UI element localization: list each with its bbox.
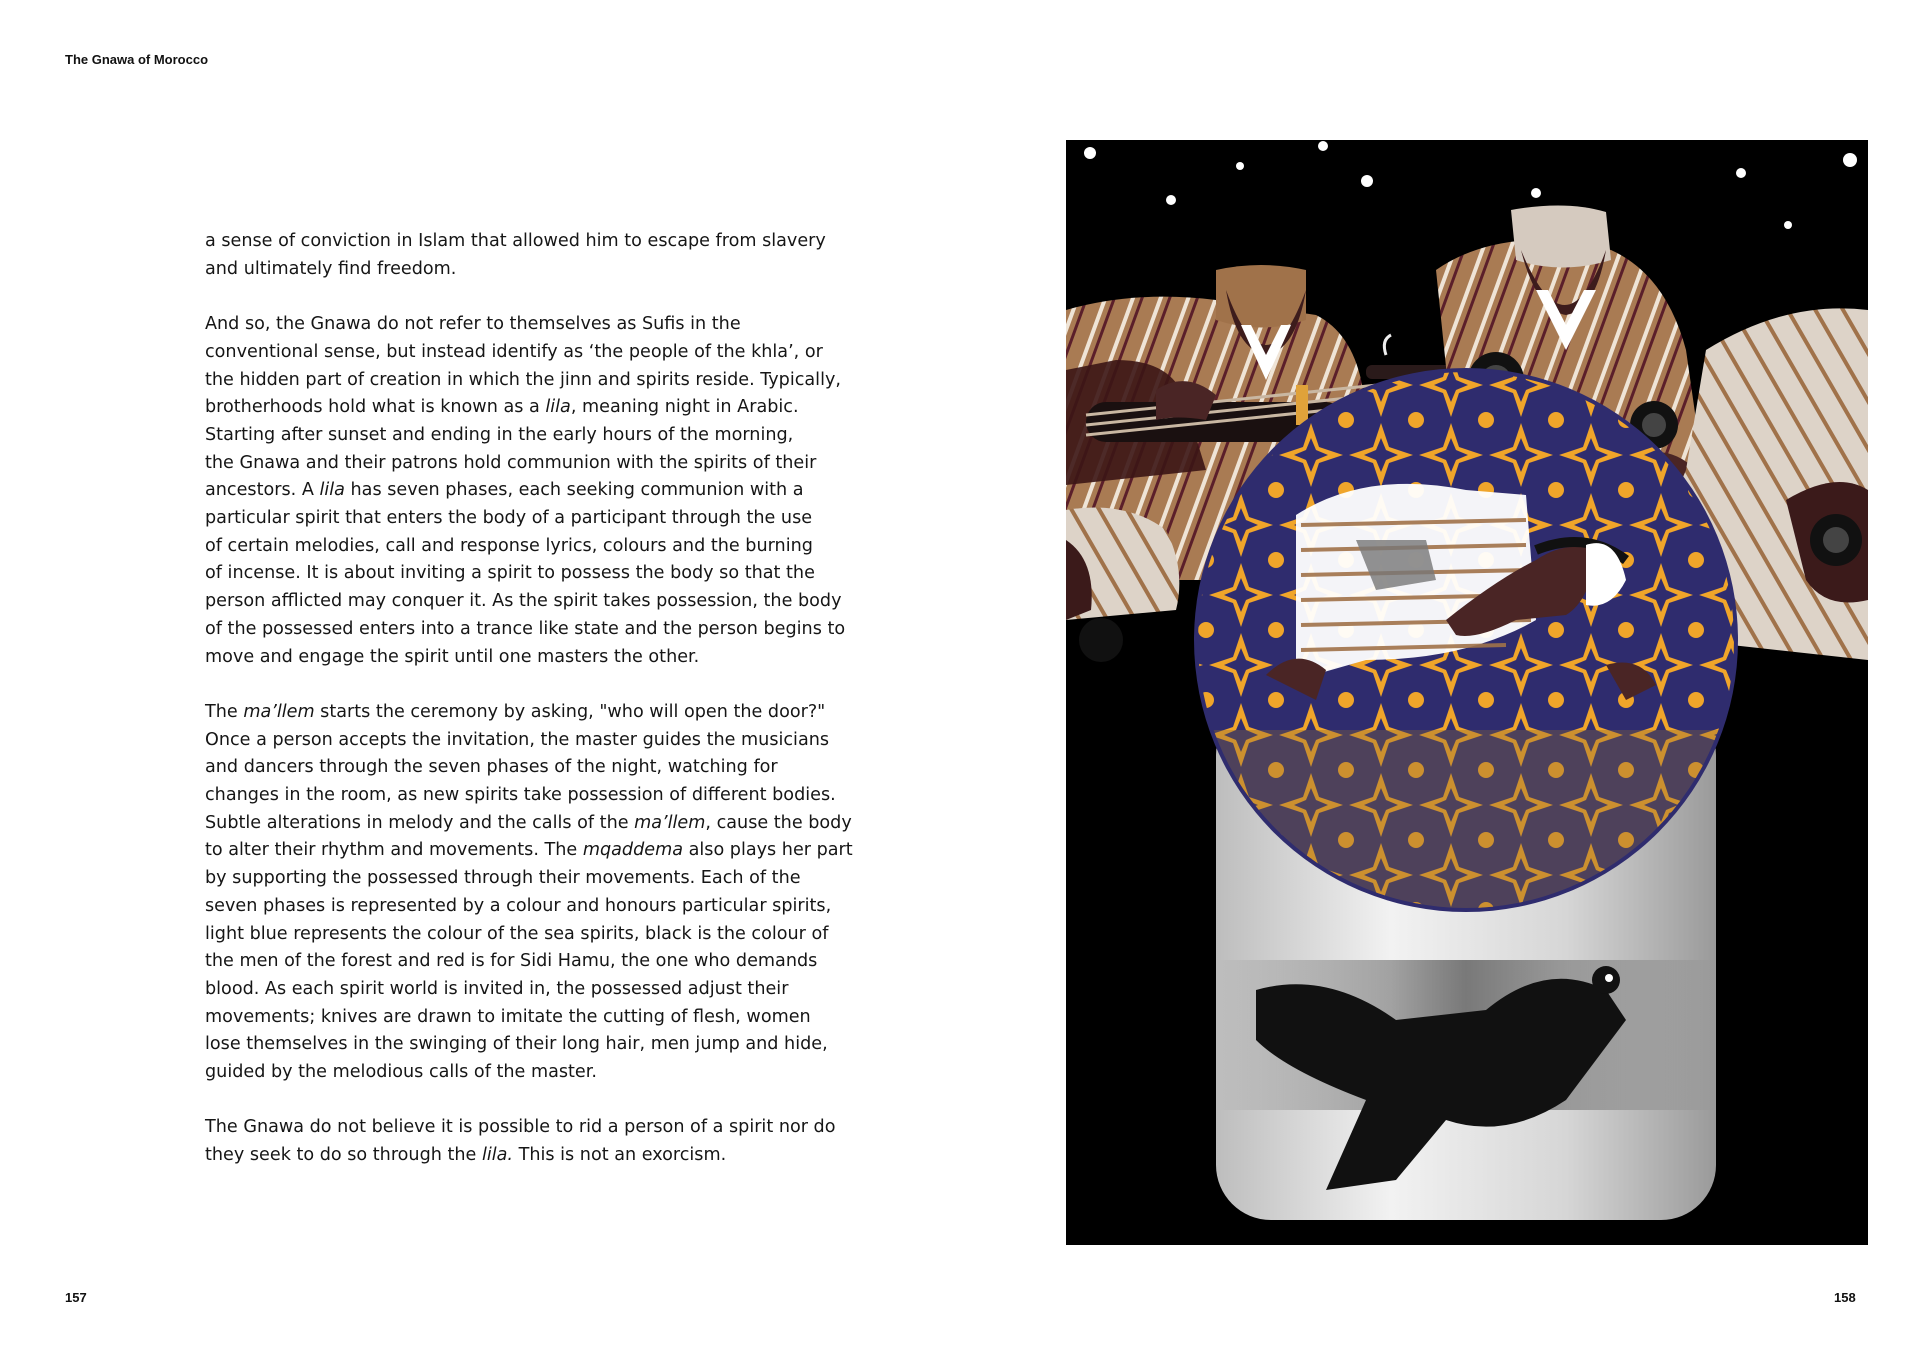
line-text: of incense. It is about inviting a spirit to possess the body so that the bbox=[205, 563, 815, 584]
page-number-right: 158 bbox=[1834, 1290, 1856, 1305]
illustration-art bbox=[1066, 140, 1868, 1245]
line-text: of certain melodies, call and response lyrics, colours and the burning bbox=[205, 535, 813, 556]
text-line bbox=[205, 1145, 726, 1165]
line-text: the Gnawa and their patrons hold communion with the spirits of their bbox=[205, 452, 817, 473]
text-line bbox=[205, 979, 788, 999]
line-text: guided by the melodious calls of the master. bbox=[205, 1062, 597, 1083]
line-text: a sense of conviction in Islam that allowed him to escape from slavery bbox=[205, 231, 826, 251]
gnawa-illustration bbox=[1066, 140, 1868, 1245]
text-line bbox=[205, 1007, 811, 1027]
text-line bbox=[205, 647, 699, 667]
line-text: seven phases is represented by a colour and honours particular spirits, bbox=[205, 895, 832, 916]
line-text-after: has seven phases, each seeking communion with a bbox=[344, 480, 804, 501]
running-title: The Gnawa of Morocco bbox=[65, 52, 209, 67]
line-text-after: , meaning night in Arabic. bbox=[570, 397, 799, 418]
line-text: and dancers through the seven phases of the night, watching for bbox=[205, 757, 778, 778]
line-text: particular spirit that enters the body of a participant through the use bbox=[205, 508, 813, 529]
text-line bbox=[205, 896, 831, 916]
text-line bbox=[205, 508, 812, 528]
line-text: the men of the forest and red is for Sidi Hamu, the one who demands bbox=[205, 951, 818, 972]
line-text: move and engage the spirit until one masters the other. bbox=[205, 646, 700, 667]
text-line bbox=[205, 1062, 597, 1082]
italic-term: lila. bbox=[481, 1145, 514, 1166]
text-line bbox=[205, 370, 841, 390]
paragraph-2 bbox=[205, 311, 885, 671]
page-number-left: 157 bbox=[65, 1290, 87, 1305]
line-text-after: This is not an exorcism. bbox=[513, 1145, 727, 1166]
line-text: changes in the room, as new spirits take possession of different bodies. bbox=[205, 785, 836, 806]
text-line bbox=[205, 1117, 836, 1137]
text-line bbox=[205, 813, 852, 833]
line-text: light blue represents the colour of the sea spirits, black is the colour of bbox=[205, 923, 829, 944]
text-line bbox=[205, 259, 456, 279]
text-line bbox=[205, 757, 778, 777]
line-text: they seek to do so through the bbox=[205, 1145, 482, 1166]
line-text: The bbox=[205, 701, 244, 722]
line-text: Subtle alterations in melody and the calls of the bbox=[205, 812, 635, 833]
italic-term: ma’llem bbox=[243, 701, 315, 722]
line-text: brotherhoods hold what is known as a bbox=[205, 397, 546, 418]
line-text: Starting after sunset and ending in the early hours of the morning, bbox=[205, 424, 794, 445]
paragraph-1 bbox=[205, 228, 885, 283]
text-line bbox=[205, 536, 813, 556]
line-text: conventional sense, but instead identify as ‘the people of the khla’, or bbox=[205, 341, 823, 362]
line-text: blood. As each spirit world is invited in, the possessed adjust their bbox=[205, 978, 789, 999]
text-line bbox=[205, 231, 826, 251]
text-line bbox=[205, 342, 823, 362]
text-line bbox=[205, 397, 799, 417]
text-line bbox=[205, 785, 836, 805]
text-line bbox=[205, 425, 793, 445]
line-text: to alter their rhythm and movements. The bbox=[205, 840, 583, 861]
line-text: and ultimately find freedom. bbox=[205, 258, 457, 279]
line-text: by supporting the possessed through their movements. Each of the bbox=[205, 868, 801, 889]
text-line bbox=[205, 619, 845, 639]
line-text: movements; knives are drawn to imitate the cutting of flesh, women bbox=[205, 1006, 811, 1027]
text-line bbox=[205, 563, 815, 583]
paragraph-4 bbox=[205, 1114, 885, 1169]
line-text: The Gnawa do not believe it is possible to rid a person of a spirit nor do bbox=[205, 1117, 836, 1138]
text-line bbox=[205, 453, 816, 473]
line-text: ancestors. A bbox=[205, 480, 320, 501]
text-line bbox=[205, 1034, 828, 1054]
text-line bbox=[205, 868, 801, 888]
text-line bbox=[205, 702, 825, 722]
text-line bbox=[205, 480, 804, 500]
text-line bbox=[205, 730, 829, 750]
text-line bbox=[205, 840, 853, 860]
line-text-after: , cause the body bbox=[705, 812, 852, 833]
line-text: Once a person accepts the invitation, the master guides the musicians bbox=[205, 729, 830, 750]
text-line bbox=[205, 591, 842, 611]
italic-term: lila bbox=[319, 480, 345, 501]
text-line bbox=[205, 924, 828, 944]
text-line bbox=[205, 314, 741, 334]
line-text: of the possessed enters into a trance like state and the person begins to bbox=[205, 618, 846, 639]
italic-term: ma’llem bbox=[634, 812, 706, 833]
line-text-after: also plays her part bbox=[683, 840, 853, 861]
body-text bbox=[205, 228, 885, 1198]
paragraph-3 bbox=[205, 699, 885, 1087]
line-text-after: starts the ceremony by asking, "who will open the door?" bbox=[314, 701, 826, 722]
italic-term: mqaddema bbox=[582, 840, 684, 861]
line-text: lose themselves in the swinging of their long hair, men jump and hide, bbox=[205, 1034, 828, 1055]
line-text: person afflicted may conquer it. As the spirit takes possession, the body bbox=[205, 591, 842, 612]
line-text: And so, the Gnawa do not refer to themselves as Sufis in the bbox=[205, 314, 741, 335]
line-text: the hidden part of creation in which the jinn and spirits reside. Typically, bbox=[205, 369, 841, 390]
italic-term: lila bbox=[545, 397, 571, 418]
text-line bbox=[205, 951, 817, 971]
